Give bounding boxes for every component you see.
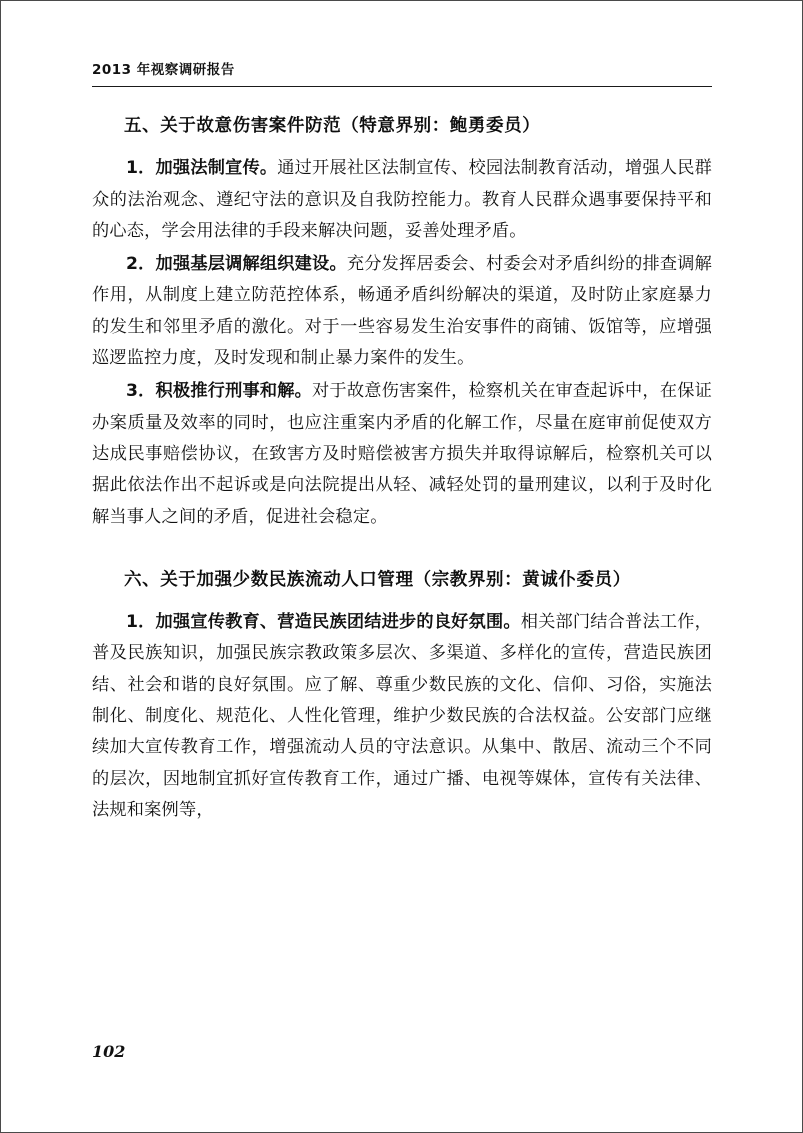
paragraph-lead: 1．加强法制宣传。 — [126, 158, 278, 179]
paragraph-5-1 — [92, 153, 712, 247]
paragraph-5-2 — [92, 249, 712, 374]
paragraph-6-1 — [92, 607, 712, 826]
paragraph-lead: 2．加强基层调解组织建设。 — [126, 254, 347, 275]
page-content — [92, 58, 712, 828]
paragraph-text: 充分发挥居委会、村委会对矛盾纠纷的排查调解作用，从制度上建立防范控体系，畅通矛盾纠纷解决的渠道，及时防止家庭暴力的发生和邻里矛盾的激化。对于一些容易发生治安事件的商铺、饭馆等，应增强巡逻监控力度，及时发现和制止暴力案件的发生。 — [92, 254, 713, 369]
paragraph-text: 通过开展社区法制宣传、校园法制教育活动，增强人民群众的法治观念、遵纪守法的意识及自我防控能力。教育人民群众遇事要保持平和的心态，学会用法律的手段来解决问题，妥善处理矛盾。 — [92, 158, 712, 241]
header-rule — [92, 86, 712, 87]
section-spacer — [92, 535, 712, 545]
paragraph-5-3 — [92, 376, 712, 532]
section-heading-five: 五、关于故意伤害案件防范（特意界别：鲍勇委员） — [124, 116, 541, 136]
paragraph-text: 对于故意伤害案件，检察机关在审查起诉中，在保证办案质量及效率的同时，也应注重案内矛盾的化解工作，尽量在庭审前促使双方达成民事赔偿协议，在致害方及时赔偿被害方损失并取得谅解后，检察机关可以据此依法作出不起诉或是向法院提出从轻、减轻处罚的量刑建议，以利于及时化解当事人之间的矛盾，促进社会稳定。 — [92, 381, 712, 527]
paragraph-lead: 1．加强宣传教育、营造民族团结进步的良好氛围。 — [126, 612, 521, 633]
paragraph-text: 相关部门结合普法工作，普及民族知识，加强民族宗教政策多层次、多渠道、多样化的宣传，营造民族团结、社会和谐的良好氛围。应了解、尊重少数民族的文化、信仰、习俗，实施法制化、制度化、规范化、人性化管理，维护少数民族的合法权益。公安部门应继续加大宣传教育工作，增强流动人员的守法意识。从集中、散居、流动三个不同的层次，因地制宜抓好宣传教育工作，通过广播、电视等媒体，宣传有关法律、法规和案例等， — [92, 612, 712, 820]
section-heading-six: 六、关于加强少数民族流动人口管理（宗教界别：黄诚仆委员） — [124, 569, 631, 590]
running-head: 2013 年视察调研报告 — [92, 62, 235, 78]
paragraph-lead: 3．积极推行刑事和解。 — [126, 381, 313, 402]
page-number: 102 — [92, 1042, 126, 1061]
